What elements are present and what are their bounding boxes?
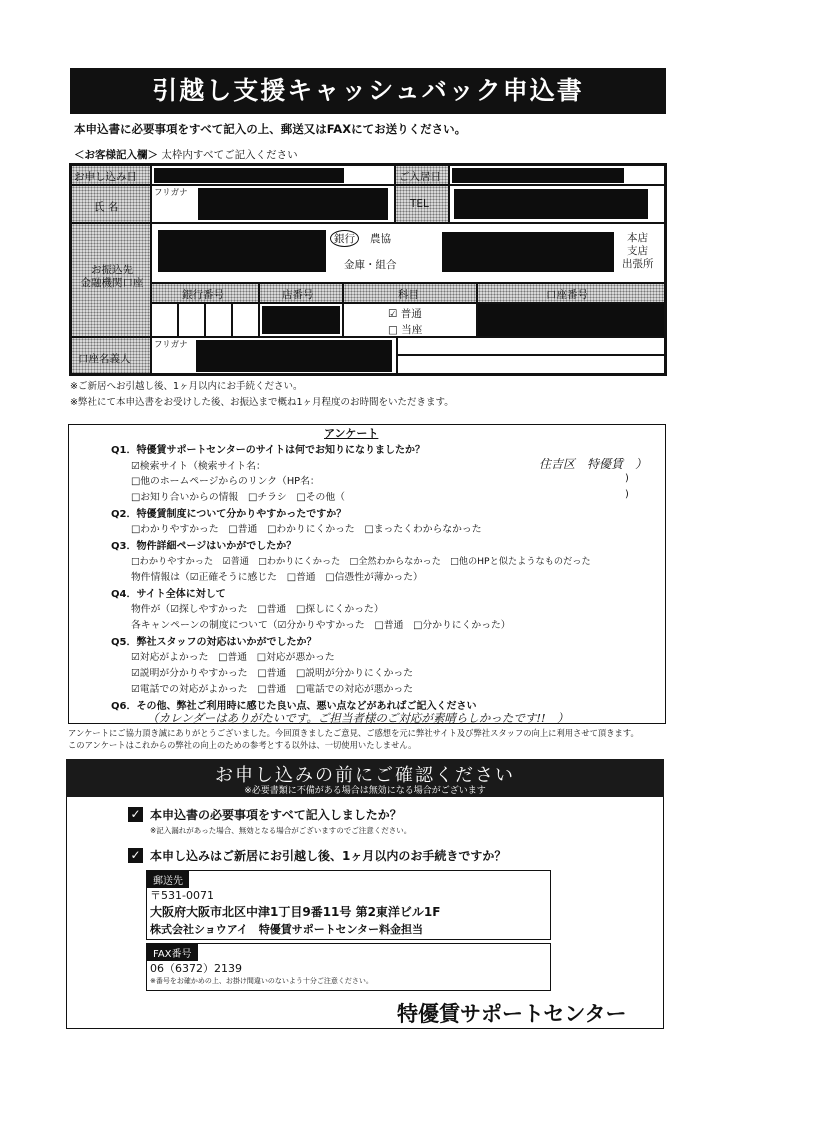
subject-current-label: 当座	[401, 324, 423, 336]
subject-normal-checkbox[interactable]: ☑ 普通	[388, 308, 422, 320]
guide-section: ＜お客様記入欄＞	[74, 149, 158, 161]
guide-instruction: 太枠内すべてご記入ください	[161, 149, 298, 161]
fax-note: ※番号をお確かめの上、お掛け間違いのないよう十分ご注意ください。	[150, 977, 373, 985]
paren-close: )	[625, 473, 629, 484]
survey-q3-property[interactable]: 物件情報は（☑正確そうに感じた □普通 □信憑性が薄かった）	[131, 572, 423, 583]
fax-box	[146, 943, 551, 991]
application-date-label-cell	[71, 165, 151, 185]
bank-code-digit[interactable]	[151, 303, 178, 337]
branch-main: 本店	[627, 232, 648, 244]
redaction	[196, 340, 392, 372]
bank-type-credit[interactable]: 金庫・組合	[344, 259, 397, 271]
subject-label: 科目	[398, 289, 419, 301]
company-line: 株式会社ショウアイ 特優賃サポートセンター料金担当	[150, 923, 424, 936]
survey-q4-property[interactable]: 物件が（☑探しやすかった □普通 □探しにくかった）	[131, 604, 384, 615]
redaction	[454, 189, 648, 219]
mailing-address-box	[146, 870, 551, 940]
redaction	[478, 304, 664, 336]
bank-code-digit[interactable]	[232, 303, 259, 337]
note-2: ※弊社にて本申込書をお受けした後、お振込まで概ね1ヶ月程度のお時間をいただきます。	[70, 397, 454, 408]
fax-label: FAX番号	[147, 944, 198, 961]
confirm-header	[66, 759, 664, 797]
check-item-2-label: 本申し込みはご新居にお引越し後、1ヶ月以内のお手続きですか？	[150, 849, 507, 863]
check-item-2-icon[interactable]: ✓	[128, 848, 143, 863]
check-item-1-icon[interactable]: ✓	[128, 807, 143, 822]
subject-current-checkbox[interactable]: □ 当座	[388, 324, 423, 336]
form-title: 引越し支援キャッシュバック申込書	[70, 68, 666, 114]
paren-close: )	[625, 489, 629, 500]
survey-footer-1: アンケートにご協力頂き誠にありがとうございました。今回頂きましたご意見、ご感想を元に弊社サイト及び弊社スタッフの向上に利用させて頂きます。	[68, 728, 639, 738]
bank-code-label-cell	[151, 283, 259, 303]
survey-q1-a2[interactable]: □他のホームページからのリンク（HP名：	[131, 476, 320, 487]
survey-title: アンケート	[324, 427, 379, 440]
branch-sub: 支店	[627, 245, 648, 257]
account-number-label-cell	[477, 283, 665, 303]
name-label-cell	[71, 185, 151, 223]
survey-q2: Q2．特優賃制度について分かりやすかったですか？	[111, 509, 347, 520]
subject-field[interactable]	[343, 303, 477, 337]
survey-q5-explanation[interactable]: ☑説明が分かりやすかった □普通 □説明が分かりにくかった	[131, 668, 414, 679]
branch-office: 出張所	[622, 258, 654, 270]
redaction	[154, 168, 344, 183]
holder-extra-field[interactable]	[397, 355, 665, 374]
survey-q1-handwritten: 住吉区 特優賃 ）	[539, 457, 648, 471]
survey-q1: Q1．特優賃サポートセンターのサイトは何でお知りになりましたか？	[111, 445, 426, 456]
branch-code-field[interactable]	[259, 303, 343, 337]
move-in-date-label-cell	[395, 165, 449, 185]
check-item-1-note: ※記入漏れがあった場合、無効となる場合がございますのでご注意ください。	[150, 826, 412, 835]
survey-q6-handwritten: （カレンダーはありがたいです。ご担当者様のご対応が素晴らしかったです!! ）	[147, 711, 569, 725]
survey-q5: Q5．弊社スタッフの対応はいかがでしたか？	[111, 637, 317, 648]
guide-text	[74, 147, 298, 162]
redaction	[262, 306, 340, 334]
tel-field[interactable]	[449, 185, 665, 223]
survey-q2-answers[interactable]: □わかりやすかった □普通 □わかりにくかった □まったくわからなかった	[131, 524, 482, 535]
bank-type-agri[interactable]: 農協	[370, 233, 391, 245]
confirm-title: お申し込みの前にご確認ください	[215, 765, 515, 786]
intro-text: 本申込書に必要事項をすべて記入の上、郵送又はFAXにてお送りください。	[74, 122, 467, 136]
redaction	[198, 188, 388, 220]
survey-q1-a1[interactable]: ☑検索サイト（検索サイト名：	[131, 461, 266, 472]
name-field[interactable]	[151, 185, 395, 223]
subject-label-cell	[343, 283, 477, 303]
bank-code-label: 銀行番号	[182, 289, 224, 301]
tel-label-cell	[395, 185, 449, 223]
redaction	[452, 168, 624, 183]
postal-code: 〒531-0071	[150, 889, 214, 902]
redaction	[158, 230, 326, 272]
bank-label-cell	[71, 223, 151, 337]
address-line: 大阪府大阪市北区中津1丁目9番11号 第2東洋ビル1F	[150, 905, 441, 919]
holder-label-cell	[71, 337, 151, 374]
subject-normal-label: 普通	[400, 308, 422, 320]
holder-name-field[interactable]	[151, 337, 397, 374]
tel-label: TEL	[410, 198, 429, 210]
survey-q6: Q6．その他、弊社ご利用時に感じた良い点、悪い点などがあればご記入ください	[111, 701, 477, 712]
bank-code-digit[interactable]	[178, 303, 205, 337]
survey-q4-campaign[interactable]: 各キャンペーンの制度について（☑分かりやすかった □普通 □分かりにくかった）	[131, 620, 511, 631]
move-in-date-label: ご入居日	[399, 171, 441, 183]
account-number-label: 口座番号	[546, 289, 588, 301]
check-item-1-label: 本申込書の必要事項をすべて記入しましたか？	[150, 808, 402, 822]
name-label: 氏 名	[94, 201, 119, 213]
branch-code-label: 店番号	[282, 289, 314, 301]
survey-q1-a3[interactable]: □お知り合いからの情報 □チラシ □その他（	[131, 492, 345, 503]
survey-q3: Q3．物件詳細ページはいかがでしたか？	[111, 541, 297, 552]
survey-box	[68, 424, 666, 724]
survey-footer-2: このアンケートはこれからの弊社の向上のための参考とする以外は、一切使用いたしません。	[68, 740, 417, 750]
holder-furigana-label: フリガナ	[154, 340, 188, 350]
confirm-subtitle: ※必要書類に不備がある場合は無効になる場合がございます	[244, 786, 486, 796]
survey-q4: Q4．サイト全体に対して	[111, 589, 226, 600]
branch-code-label-cell	[259, 283, 343, 303]
address-label: 郵送先	[147, 871, 189, 888]
fax-number: 06（6372）2139	[150, 962, 242, 975]
bank-type-bank[interactable]: 銀行	[330, 230, 359, 247]
application-date-label: お申し込み日	[74, 171, 137, 183]
holder-extra-field[interactable]	[397, 337, 665, 355]
survey-q5-phone[interactable]: ☑電話での対応がよかった □普通 □電話での対応が悪かった	[131, 684, 414, 695]
signature: 特優賃サポートセンター	[397, 1002, 627, 1026]
note-1: ※ご新居へお引越し後、1ヶ月以内にお手続ください。	[70, 381, 303, 392]
application-form	[69, 163, 667, 376]
account-holder-label: 口座名義人	[78, 353, 131, 365]
redaction	[442, 232, 614, 272]
survey-q3-answers[interactable]: □わかりやすかった ☑普通 □わかりにくかった □全然わからなかった □他のHPと似たようなものだった	[131, 556, 591, 567]
survey-q5-response[interactable]: ☑対応がよかった □普通 □対応が悪かった	[131, 652, 335, 663]
bank-account-label: お振込先 金融機関口座	[80, 264, 144, 289]
bank-name-field[interactable]	[151, 223, 665, 283]
bank-code-digit[interactable]	[205, 303, 232, 337]
move-in-date-field[interactable]	[449, 165, 665, 185]
furigana-label: フリガナ	[154, 188, 188, 198]
account-number-field[interactable]	[477, 303, 665, 337]
application-date-field[interactable]	[151, 165, 395, 185]
